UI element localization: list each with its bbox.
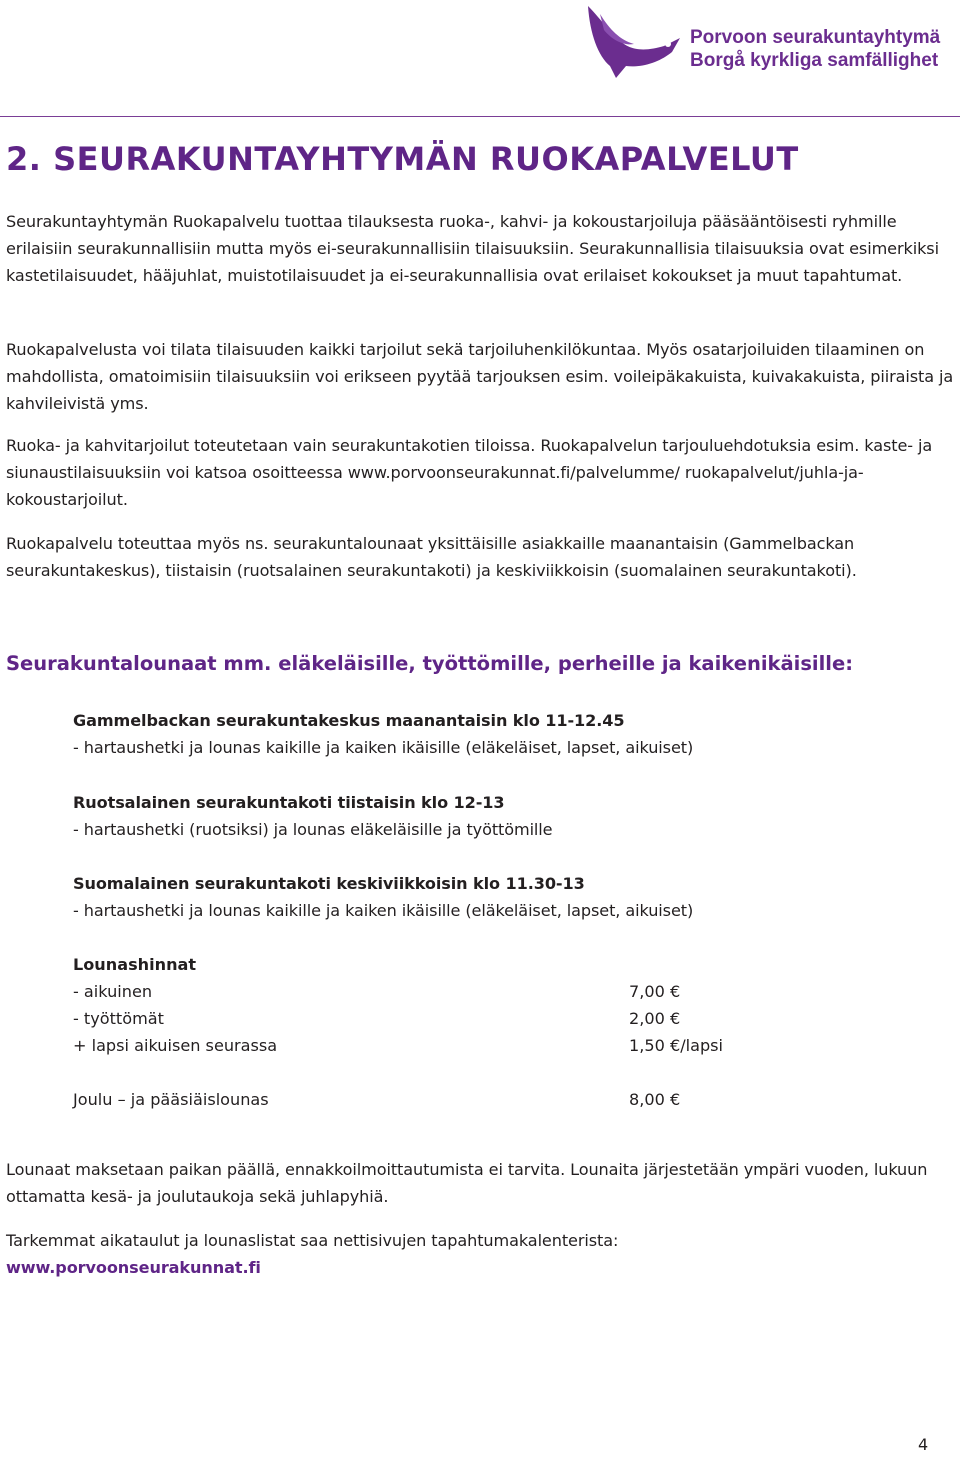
- location-description: - hartaushetki (ruotsiksi) ja lounas eläkeläisille ja työttömille: [73, 820, 553, 839]
- location-title: Suomalainen seurakuntakoti keskiviikkoisin klo 11.30-13: [73, 874, 585, 893]
- location-finnish-parish-home: [73, 870, 933, 924]
- price-label: + lapsi aikuisen seurassa: [73, 1036, 278, 1055]
- organization-logo: [580, 0, 960, 80]
- price-value: 2,00 €: [629, 1009, 681, 1028]
- location-title: Ruotsalainen seurakuntakoti tiistaisin klo 12-13: [73, 793, 505, 812]
- price-row: [73, 978, 773, 1005]
- lunches-paragraph: Ruokapalvelu toteuttaa myös ns. seurakuntalounaat yksittäisille asiakkaille maanantaisin (Gammelbackan seurakuntakeskus), tiistaisin (ruotsalainen seurakuntakoti) ja keskiviikkoisin (suomalainen seurakuntakoti).: [6, 534, 857, 580]
- ordering-paragraph: Ruokapalvelusta voi tilata tilaisuuden kaikki tarjoilut sekä tarjoiluhenkilökuntaa. Myös osatarjoiluiden tilaaminen on mahdollista, omatoimisiin tilaisuuksiin voi erikseen pyytää tarjouksen esim. voileipäkakuista, kuivakakuista, piiraista ja kahvileivistä yms.: [6, 340, 954, 413]
- price-spacer: [73, 1059, 773, 1086]
- payment-paragraph: Lounaat maksetaan paikan päällä, ennakkoilmoittautumista ei tarvita. Lounaita järjestetään ympäri vuoden, lukuun ottamatta kesä- ja joulutaukoja sekä juhlapyhiä.: [6, 1160, 928, 1206]
- price-label: - aikuinen: [73, 982, 153, 1001]
- price-row: [73, 1005, 773, 1032]
- location-description: - hartaushetki ja lounas kaikille ja kaiken ikäisille (eläkeläiset, lapset, aikuiset): [73, 901, 694, 920]
- location-swedish-parish-home: [73, 789, 933, 843]
- page-title: 2. SEURAKUNTAYHTYMÄN RUOKAPALVELUT: [6, 140, 799, 178]
- price-list-heading: Lounashinnat: [73, 955, 197, 974]
- location-gammelbacka: [73, 707, 933, 761]
- price-label: Joulu – ja pääsiäislounas: [73, 1090, 269, 1109]
- price-row: [73, 1032, 773, 1059]
- dove-icon: [580, 0, 690, 80]
- holiday-price-row: [73, 1086, 773, 1113]
- price-list-heading-row: [73, 951, 773, 978]
- lunch-price-list: [73, 951, 773, 1113]
- page-number: 4: [918, 1435, 929, 1454]
- price-value: 8,00 €: [629, 1090, 681, 1109]
- location-description: - hartaushetki ja lounas kaikille ja kaiken ikäisille (eläkeläiset, lapset, aikuiset): [73, 738, 694, 757]
- schedule-text: Tarkemmat aikataulut ja lounaslistat saa nettisivujen tapahtumakalenterista:: [6, 1231, 619, 1250]
- header-divider: [0, 116, 960, 117]
- schedule-paragraph: [6, 1227, 956, 1281]
- logo-name-swedish: Borgå kyrkliga samfällighet: [690, 50, 939, 71]
- intro-paragraph: Seurakuntayhtymän Ruokapalvelu tuottaa tilauksesta ruoka-, kahvi- ja kokoustarjoiluja pääsääntöisesti ryhmille erilaisiin seurakunnallisiin mutta myös ei-seurakunnallisiin tilaisuuksiin. Seurakunnallisia tilaisuuksia ovat esimerkiksi kastetilaisuudet, hääjuhlat, muistotilaisuudet ja ei-seurakunnallisia ovat erilaiset kokoukset ja muut tapahtumat.: [6, 212, 939, 285]
- lunch-audience-heading: Seurakuntalounaat mm. eläkeläisille, työttömille, perheille ja kaikenikäisille:: [6, 652, 854, 675]
- venues-paragraph: Ruoka- ja kahvitarjoilut toteutetaan vain seurakuntakotien tiloissa. Ruokapalvelun tarjouluehdotuksia esim. kaste- ja siunaustilaisuuksiin voi katsoa osoitteessa www.porvoonseurakunnat.fi/palvelumme/ ruokapalvelut/juhla-ja-kokoustarjoilut.: [6, 436, 933, 509]
- price-value: 7,00 €: [629, 982, 681, 1001]
- price-value: 1,50 €/lapsi: [629, 1036, 724, 1055]
- website-link[interactable]: www.porvoonseurakunnat.fi: [6, 1258, 261, 1277]
- price-label: - työttömät: [73, 1009, 164, 1028]
- location-title: Gammelbackan seurakuntakeskus maanantaisin klo 11-12.45: [73, 711, 625, 730]
- logo-name-finnish: Porvoon seurakuntayhtymä: [690, 27, 941, 48]
